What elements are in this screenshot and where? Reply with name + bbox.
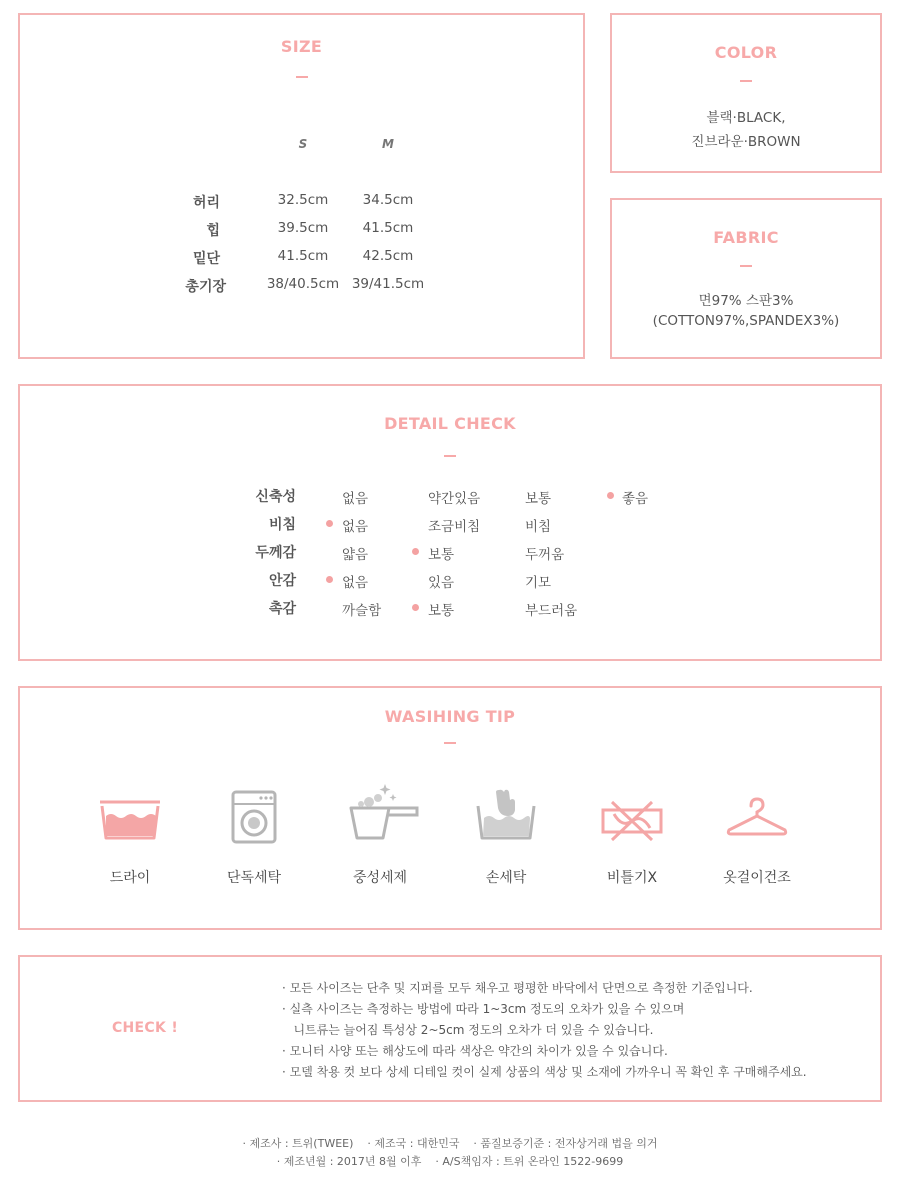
check-title: CHECK ! xyxy=(111,1020,179,1036)
color-line: 진브라운·BROWN xyxy=(691,134,801,150)
size-col-m: M xyxy=(382,137,394,151)
footer-line: · 제조년월 : 2017년 8월 이후 · A/S책임자 : 트위 온라인 1522-9699 xyxy=(276,1155,624,1168)
washing-label: 비틀기X xyxy=(606,870,658,886)
selected-dot xyxy=(607,492,614,499)
washing-title-dash xyxy=(444,742,456,744)
selected-dot xyxy=(326,520,333,527)
dry-clean-icon xyxy=(98,798,162,842)
check-note: · 모델 착용 컷 보다 상세 디테일 컷이 실제 상품의 색상 및 소재에 가까우니 꼭 확인 후 구매해주세요. xyxy=(282,1065,807,1079)
check-note: · 실측 사이즈는 측정하는 방법에 따라 1~3cm 정도의 오차가 있을 수 있으며 xyxy=(282,1002,685,1016)
color-title-dash xyxy=(740,80,752,82)
detail-option: 없음 xyxy=(342,575,369,591)
washing-label: 단독세탁 xyxy=(226,870,282,886)
color-title: COLOR xyxy=(714,43,778,62)
detail-option: 없음 xyxy=(342,519,369,535)
detail-option: 약간있음 xyxy=(428,491,481,507)
detail-option: 있음 xyxy=(428,575,455,591)
selected-dot xyxy=(412,548,419,555)
size-title-dash xyxy=(296,76,308,78)
washing-label: 손세탁 xyxy=(485,870,527,886)
color-line: 블랙·BLACK, xyxy=(706,110,786,126)
hanger-icon xyxy=(725,796,789,840)
size-cell: 34.5cm xyxy=(362,192,414,208)
detail-row-label: 촉감 xyxy=(268,601,296,617)
fabric-title: FABRIC xyxy=(713,228,779,247)
detail-option: 보통 xyxy=(428,603,455,619)
check-note: · 모니터 사양 또는 해상도에 따라 색상은 약간의 차이가 있을 수 있습니다. xyxy=(282,1044,668,1058)
size-row-label: 총기장 xyxy=(185,279,226,295)
selected-dot xyxy=(326,576,333,583)
detail-option: 없음 xyxy=(342,491,369,507)
size-row-label: 힙 xyxy=(206,223,220,239)
color-box xyxy=(610,13,882,173)
size-col-s: S xyxy=(298,137,308,151)
detail-option: 부드러움 xyxy=(525,603,578,619)
size-title: SIZE xyxy=(280,37,323,56)
size-cell: 41.5cm xyxy=(277,248,329,264)
selected-dot xyxy=(412,604,419,611)
washing-label: 옷걸이건조 xyxy=(723,870,791,886)
washing-tip-box xyxy=(18,686,882,930)
detail-option: 보통 xyxy=(525,491,552,507)
washing-machine-icon xyxy=(231,790,277,844)
hand-wash-icon xyxy=(474,788,538,842)
detergent-icon xyxy=(347,782,419,842)
no-wring-icon xyxy=(600,800,664,842)
detail-option: 보통 xyxy=(428,547,455,563)
detail-row-label: 두께감 xyxy=(255,545,296,561)
detail-option: 까슬함 xyxy=(342,603,382,619)
size-cell: 32.5cm xyxy=(277,192,329,208)
detail-option: 기모 xyxy=(525,575,552,591)
size-cell: 42.5cm xyxy=(362,248,414,264)
detail-option: 비침 xyxy=(525,519,552,535)
size-box xyxy=(18,13,585,359)
size-row-label: 허리 xyxy=(192,195,220,211)
fabric-line: (COTTON97%,SPANDEX3%) xyxy=(652,313,840,329)
detail-row-label: 안감 xyxy=(268,573,296,589)
fabric-box xyxy=(610,198,882,359)
detail-option: 두꺼움 xyxy=(525,547,565,563)
check-note: · 모든 사이즈는 단추 및 지퍼를 모두 채우고 평평한 바닥에서 단면으로 측정한 기준입니다. xyxy=(282,981,753,995)
size-cell: 39.5cm xyxy=(277,220,329,236)
detail-row-label: 신축성 xyxy=(255,489,296,505)
washing-label: 드라이 xyxy=(109,870,151,886)
size-row-label: 밑단 xyxy=(192,251,220,267)
washing-title: WASIHING TIP xyxy=(384,707,516,726)
detail-row-label: 비침 xyxy=(268,517,296,533)
detail-option: 좋음 xyxy=(622,491,649,507)
detail-option: 조금비침 xyxy=(428,519,481,535)
fabric-title-dash xyxy=(740,265,752,267)
footer-line: · 제조사 : 트위(TWEE) · 제조국 : 대한민국 · 품질보증기준 : 전자상거래 법을 의거 xyxy=(242,1137,658,1150)
detail-check-box xyxy=(18,384,882,661)
size-cell: 38/40.5cm xyxy=(266,276,340,292)
detail-title: DETAIL CHECK xyxy=(384,414,516,433)
washing-label: 중성세제 xyxy=(352,870,408,886)
detail-title-dash xyxy=(444,455,456,457)
fabric-line: 면97% 스판3% xyxy=(698,293,794,309)
check-note: 니트류는 늘어짐 특성상 2~5cm 정도의 오차가 더 있을 수 있습니다. xyxy=(282,1023,654,1037)
size-cell: 39/41.5cm xyxy=(351,276,425,292)
detail-option: 얇음 xyxy=(342,547,369,563)
size-cell: 41.5cm xyxy=(362,220,414,236)
